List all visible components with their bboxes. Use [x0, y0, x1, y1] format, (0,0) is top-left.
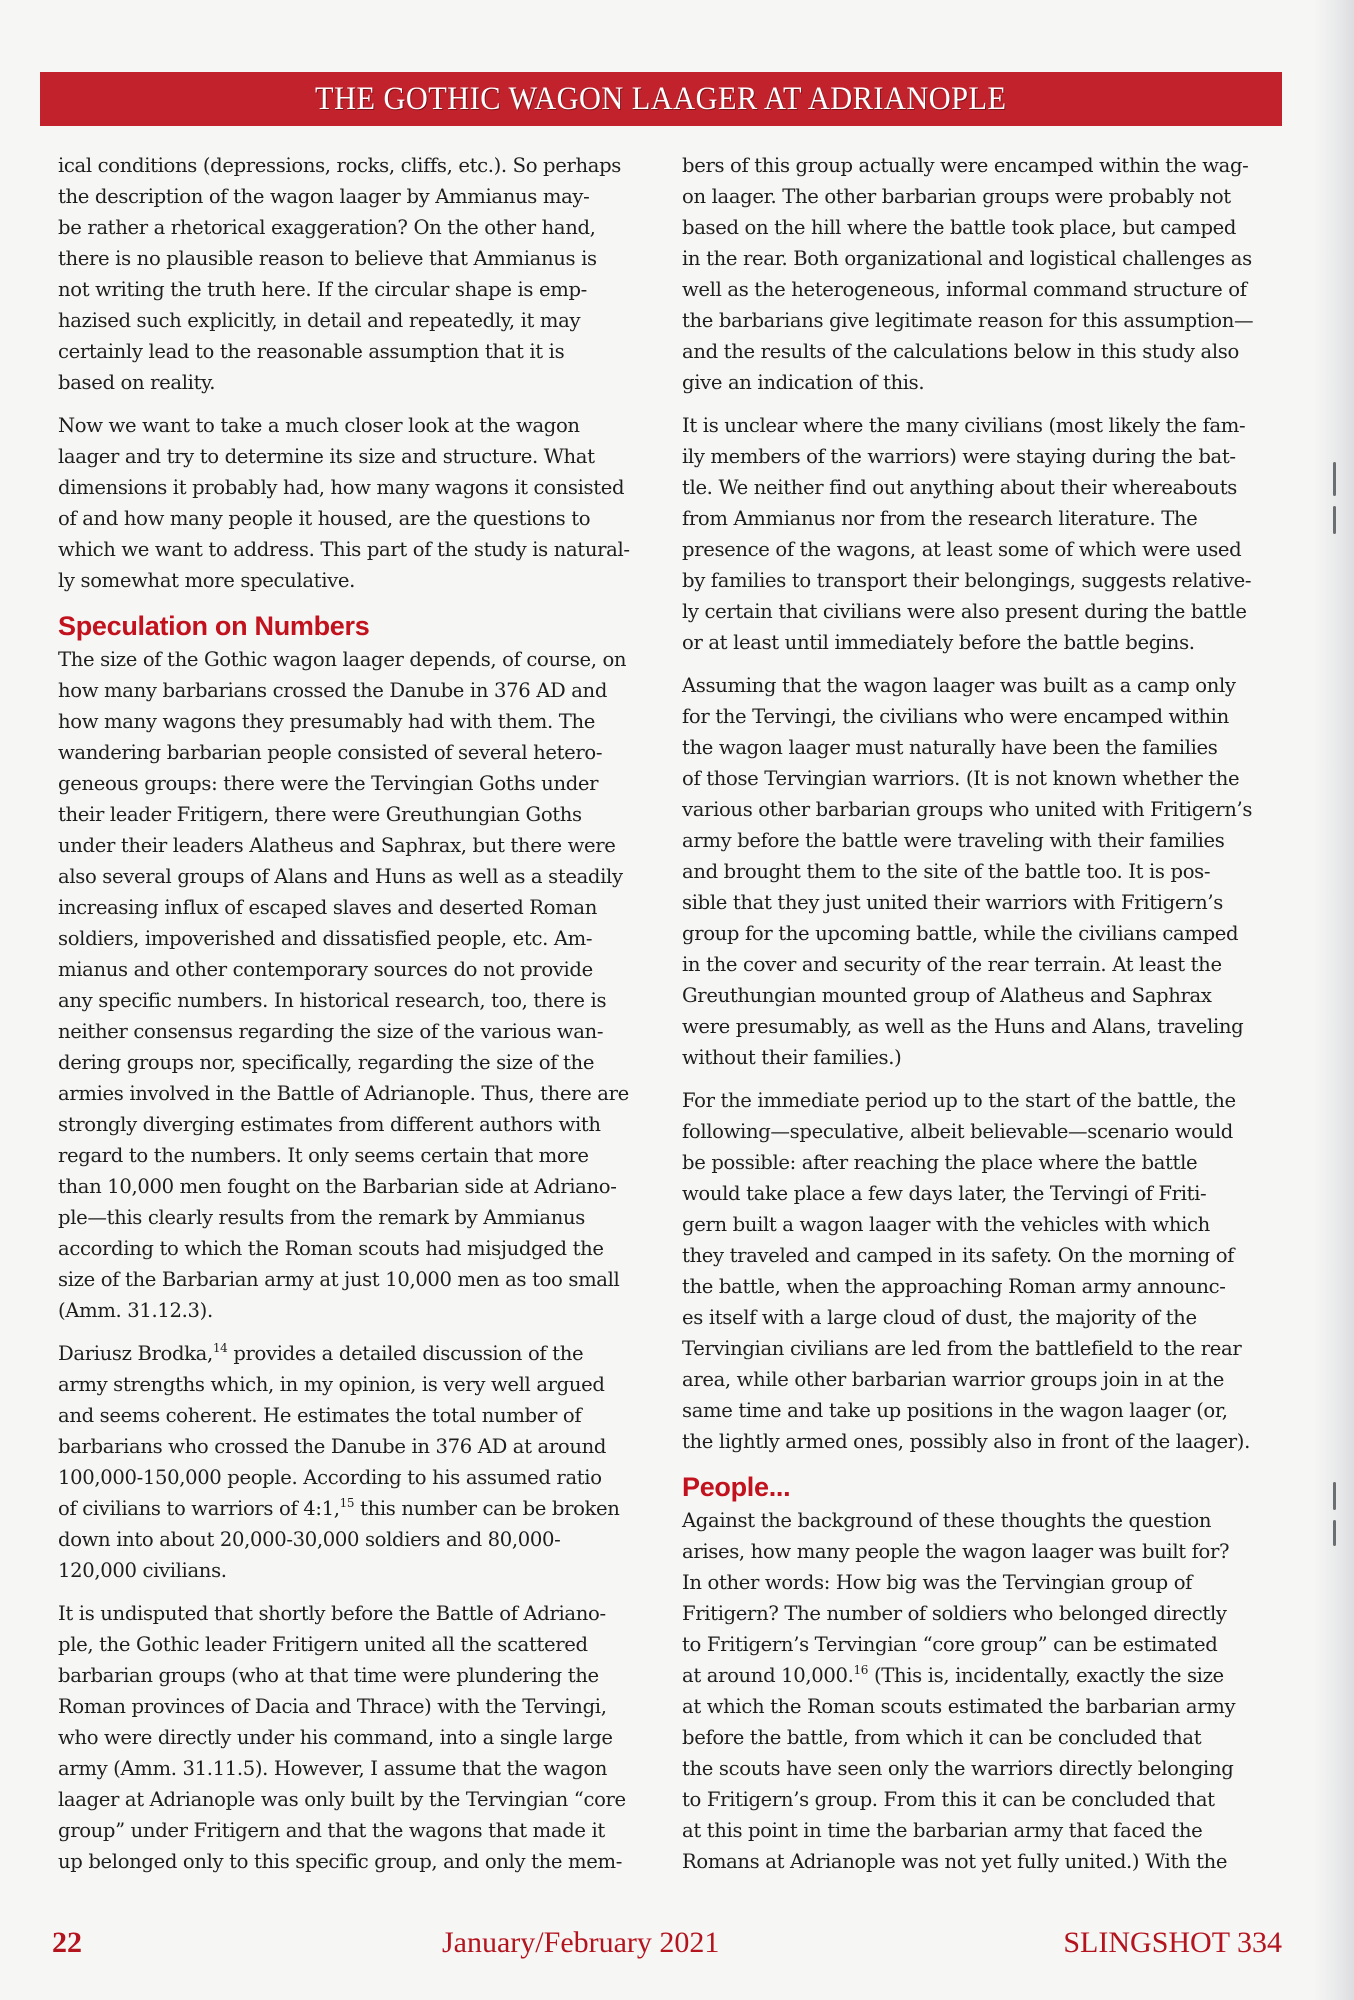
text-line: group for the upcoming battle, while the civilians camped: [682, 922, 1239, 945]
text-line: of those Tervingian warriors. (It is not known whether the: [682, 767, 1240, 790]
text-line: Dariusz Brodka,$^{14}$ provides a detailed discussion of the: [58, 1341, 584, 1365]
paragraph: [58, 1338, 658, 1586]
text-line: of and how many people it housed, are the questions to: [58, 507, 591, 530]
paragraph: [58, 1598, 658, 1877]
text-line: mianus and other contemporary sources do not provide: [58, 958, 593, 981]
text-line: they traveled and camped in its safety. On the morning of: [682, 1244, 1235, 1267]
footnote-ref-15[interactable]: 15: [339, 1496, 355, 1510]
footnote-ref-14[interactable]: 14: [212, 1341, 228, 1355]
staple-mark: [1333, 506, 1336, 534]
text-line: also several groups of Alans and Huns as well as a steadily: [58, 865, 623, 888]
text-line: ily members of the warriors) were staying during the bat-: [682, 445, 1236, 468]
text-line: at around 10,000.16 (This is, incidentally, exactly the size: [682, 1663, 1224, 1687]
text-line: would take place a few days later, the Tervingi of Friti-: [682, 1182, 1207, 1205]
text-line: ple, the Gothic leader Fritigern united all the scattered: [58, 1633, 588, 1656]
text-line: in the cover and security of the rear terrain. At least the: [682, 953, 1222, 976]
text-line: the barbarians give legitimate reason for this assumption—: [682, 309, 1254, 332]
text-line: presence of the wagons, at least some of which were used: [682, 538, 1242, 561]
paragraph: [682, 410, 1282, 658]
text-line: es itself with a large cloud of dust, the majority of the: [682, 1306, 1197, 1329]
page-footer: [52, 1926, 1282, 1966]
text-line: or at least until immediately before the battle begins.: [682, 631, 1195, 654]
text-line: up belonged only to this specific group, and only the mem-: [58, 1850, 622, 1873]
text-line: any specific numbers. In historical research, too, there is: [58, 989, 607, 1012]
text-line: on laager. The other barbarian groups were probably not: [682, 185, 1231, 208]
text-line: down into about 20,000-30,000 soldiers and 80,000-: [58, 1528, 561, 1551]
text-line: The size of the Gothic wagon laager depends, of course, on: [58, 648, 627, 671]
text-line: to Fritigern’s Tervingian “core group” can be estimated: [682, 1633, 1218, 1656]
text-line: to Fritigern’s group. From this it can be concluded that: [682, 1788, 1215, 1811]
text-line: the description of the wagon laager by Ammianus may-: [58, 185, 590, 208]
text-line: how many barbarians crossed the Danube in 376 AD and: [58, 679, 608, 702]
text-line: ical conditions (depressions, rocks, cliffs, etc.). So perhaps: [58, 154, 622, 177]
text-line: based on the hill where the battle took place, but camped: [682, 216, 1237, 239]
text-line: wandering barbarian people consisted of several hetero-: [58, 741, 603, 764]
text-line: bers of this group actually were encamped within the wag-: [682, 154, 1249, 177]
text-line: 100,000-150,000 people. According to his assumed ratio: [58, 1466, 602, 1489]
text-line: same time and take up positions in the wagon laager (or,: [682, 1399, 1228, 1422]
text-line: their leader Fritigern, there were Greuthungian Goths: [58, 803, 582, 826]
text-line: gern built a wagon laager with the vehicles with which: [682, 1213, 1210, 1236]
text-line: well as the heterogeneous, informal command structure of: [682, 278, 1247, 301]
text-line: various other barbarian groups who united with Fritigern’s: [682, 798, 1253, 821]
paragraph: [58, 644, 658, 1326]
text-line: according to which the Roman scouts had misjudged the: [58, 1237, 604, 1260]
text-line: armies involved in the Battle of Adrianople. Thus, there are: [58, 1082, 629, 1105]
text-line: army strengths which, in my opinion, is very well argued: [58, 1373, 605, 1396]
text-line: by families to transport their belongings, suggests relative-: [682, 569, 1252, 592]
text-line: army before the battle were traveling with their families: [682, 829, 1225, 852]
text-line: barbarian groups (who at that time were plundering the: [58, 1664, 599, 1687]
text-line: be possible: after reaching the place where the battle: [682, 1151, 1198, 1174]
section-heading-people: People...: [682, 1472, 791, 1502]
text-line: and the results of the calculations below in this study also: [682, 340, 1239, 363]
right-column: [682, 150, 1282, 1889]
text-line: following—speculative, albeit believable—scenario would: [682, 1120, 1233, 1143]
page-edge-shadow: [1314, 0, 1354, 2000]
running-header-title: THE GOTHIC WAGON LAAGER AT ADRIANOPLE: [315, 80, 1007, 117]
page-number: 22: [52, 1926, 82, 1959]
text-line: 120,000 civilians.: [58, 1559, 227, 1582]
text-line: increasing influx of escaped slaves and deserted Roman: [58, 896, 597, 919]
text-line: In other words: How big was the Tervingian group of: [682, 1571, 1193, 1594]
text-line: the battle, when the approaching Roman army announc-: [682, 1275, 1226, 1298]
text-line: and brought them to the site of the battle too. It is pos-: [682, 860, 1211, 883]
text-line: in the rear. Both organizational and logistical challenges as: [682, 247, 1252, 270]
paragraph: [58, 410, 658, 596]
text-line: regard to the numbers. It only seems certain that more: [58, 1144, 589, 1167]
text-line: the scouts have seen only the warriors directly belonging: [682, 1757, 1234, 1780]
text-line: were presumably, as well as the Huns and Alans, traveling: [682, 1015, 1244, 1038]
text-line: of civilians to warriors of 4:1,15 this number can be broken: [58, 1496, 620, 1520]
text-line: there is no plausible reason to believe that Ammianus is: [58, 247, 597, 270]
text-line: ly somewhat more speculative.: [58, 569, 355, 592]
text-line: the wagon laager must naturally have been the families: [682, 736, 1218, 759]
text-line: strongly diverging estimates from different authors with: [58, 1113, 601, 1136]
section-heading-speculation: Speculation on Numbers: [58, 611, 370, 641]
text-line: give an indication of this.: [682, 371, 925, 394]
text-line: tle. We neither find out anything about their whereabouts: [682, 476, 1237, 499]
text-line: For the immediate period up to the start of the battle, the: [682, 1089, 1236, 1112]
text-line: laager and try to determine its size and structure. What: [58, 445, 595, 468]
text-line: Greuthungian mounted group of Alatheus and Saphrax: [682, 984, 1212, 1007]
paragraph: [682, 1505, 1282, 1877]
text-line: certainly lead to the reasonable assumption that it is: [58, 340, 565, 363]
text-line: ly certain that civilians were also present during the battle: [682, 600, 1247, 623]
text-line: based on reality.: [58, 371, 216, 394]
text-line: (Amm. 31.12.3).: [58, 1299, 213, 1322]
text-line: area, while other barbarian warrior groups join in at the: [682, 1368, 1225, 1391]
text-line: Now we want to take a much closer look at the wagon: [58, 414, 580, 437]
text-line: It is undisputed that shortly before the Battle of Adriano-: [58, 1602, 606, 1625]
text-line: hazised such explicitly, in detail and repeatedly, it may: [58, 309, 581, 332]
paragraph: [682, 670, 1282, 1073]
text-line: than 10,000 men fought on the Barbarian side at Adriano-: [58, 1175, 617, 1198]
text-line: and seems coherent. He estimates the total number of: [58, 1404, 582, 1427]
footnote-ref-16[interactable]: 16: [853, 1663, 869, 1677]
paragraph: [58, 150, 658, 398]
text-line: not writing the truth here. If the circular shape is emp-: [58, 278, 587, 301]
text-line: Roman provinces of Dacia and Thrace) with the Tervingi,: [58, 1695, 607, 1718]
staple-mark: [1333, 1520, 1336, 1546]
left-column: [58, 150, 658, 1889]
text-line: group” under Fritigern and that the wagons that made it: [58, 1819, 605, 1842]
text-line: Against the background of these thoughts the question: [682, 1509, 1212, 1532]
text-line: neither consensus regarding the size of the various wan-: [58, 1020, 604, 1043]
text-line: It is unclear where the many civilians (most likely the fam-: [682, 414, 1246, 437]
text-line: ple—this clearly results from the remark by Ammianus: [58, 1206, 585, 1229]
magazine-issue: SLINGSHOT 334: [1063, 1926, 1282, 1959]
text-line: which we want to address. This part of the study is natural-: [58, 538, 630, 561]
text-line: Tervingian civilians are led from the battlefield to the rear: [682, 1337, 1242, 1360]
text-line: the lightly armed ones, possibly also in front of the laager).: [682, 1430, 1250, 1453]
text-line: how many wagons they presumably had with them. The: [58, 710, 595, 733]
text-line: army (Amm. 31.11.5). However, I assume that the wagon: [58, 1757, 608, 1780]
running-header-bar: [40, 72, 1282, 126]
paragraph: [682, 1085, 1282, 1457]
text-line: who were directly under his command, into a single large: [58, 1726, 613, 1749]
text-line: barbarians who crossed the Danube in 376 AD at around: [58, 1435, 607, 1458]
staple-mark: [1333, 1482, 1336, 1510]
text-line: Romans at Adrianople was not yet fully united.) With the: [682, 1850, 1228, 1873]
staple-mark: [1333, 462, 1336, 496]
paragraph: [682, 150, 1282, 398]
issue-date: January/February 2021: [442, 1926, 720, 1959]
text-line: for the Tervingi, the civilians who were encamped within: [682, 705, 1229, 728]
text-line: Assuming that the wagon laager was built as a camp only: [682, 674, 1236, 697]
text-line: under their leaders Alatheus and Saphrax, but there were: [58, 834, 616, 857]
text-line: sible that they just united their warriors with Fritigern’s: [682, 891, 1223, 914]
text-line: size of the Barbarian army at just 10,000 men as too small: [58, 1268, 620, 1291]
text-line: be rather a rhetorical exaggeration? On the other hand,: [58, 216, 596, 239]
text-line: at this point in time the barbarian army that faced the: [682, 1819, 1203, 1842]
text-line: from Ammianus nor from the research literature. The: [682, 507, 1198, 530]
text-line: without their families.): [682, 1046, 902, 1069]
text-line: Fritigern? The number of soldiers who belonged directly: [682, 1602, 1227, 1625]
text-line: arises, how many people the wagon laager was built for?: [682, 1540, 1230, 1563]
text-line: laager at Adrianople was only built by the Tervingian “core: [58, 1788, 626, 1811]
text-line: soldiers, impoverished and dissatisfied people, etc. Am-: [58, 927, 593, 950]
text-line: before the battle, from which it can be concluded that: [682, 1726, 1202, 1749]
text-line: at which the Roman scouts estimated the barbarian army: [682, 1695, 1236, 1718]
text-line: dering groups nor, specifically, regarding the size of the: [58, 1051, 595, 1074]
text-line: dimensions it probably had, how many wagons it consisted: [58, 476, 625, 499]
text-line: geneous groups: there were the Tervingian Goths under: [58, 772, 599, 795]
